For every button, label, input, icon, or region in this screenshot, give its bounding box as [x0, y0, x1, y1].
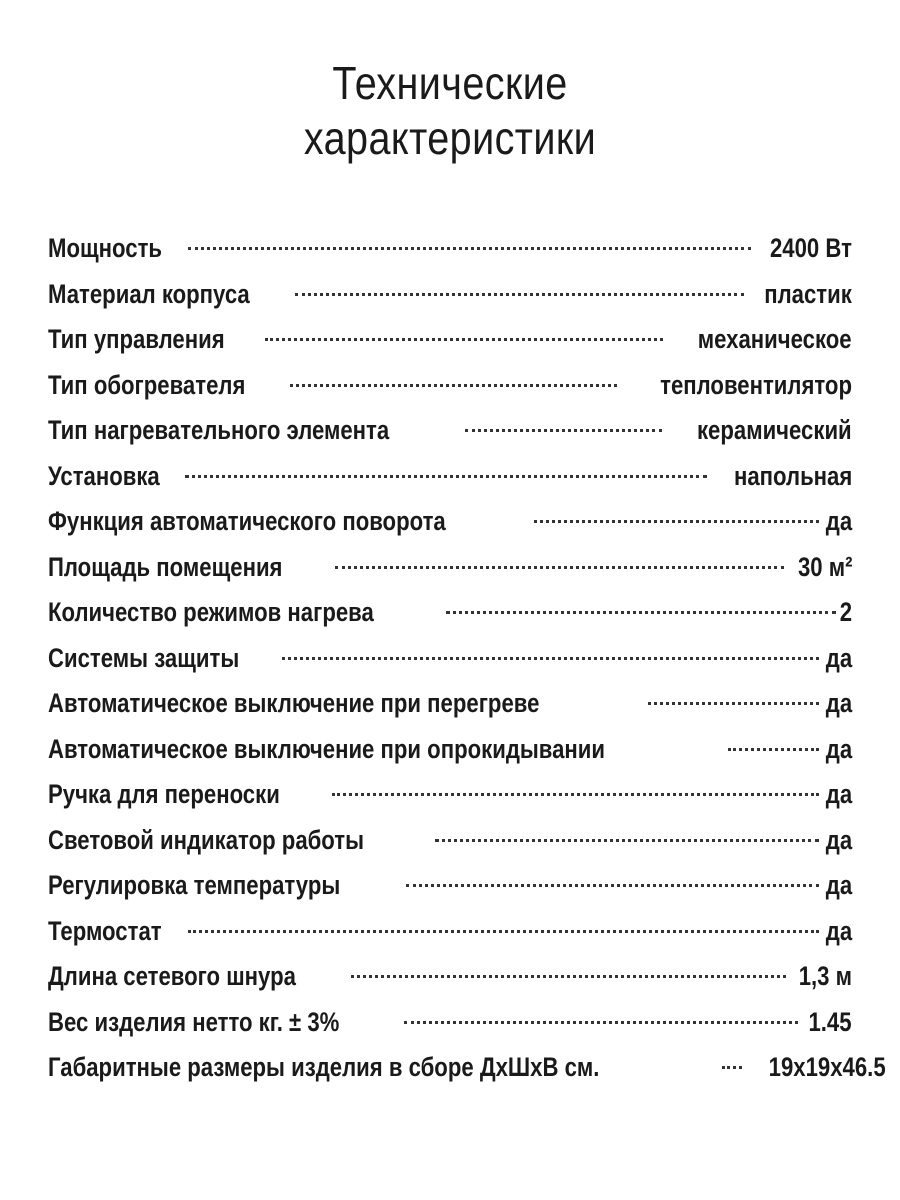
spec-row-dimensions — [48, 1045, 886, 1091]
spec-row-tipover-shutoff — [48, 727, 852, 773]
spec-value: 2 — [839, 597, 852, 627]
spec-row-auto-rotation — [48, 499, 852, 545]
spec-value: да — [825, 779, 852, 809]
spec-label: Световой индикатор работы — [48, 824, 365, 855]
spec-label: Тип управления — [48, 324, 225, 354]
page-title — [63, 56, 837, 166]
spec-row-heater-type — [48, 363, 852, 409]
spec-label: Установка — [48, 460, 160, 491]
spec-row-body-material — [48, 272, 852, 318]
spec-row-thermostat — [48, 909, 852, 955]
specifications-list — [48, 226, 886, 1091]
spec-value: 19x19x46.5 — [768, 1052, 886, 1082]
spec-row-room-area — [48, 545, 852, 591]
spec-value: тепловентилятор — [660, 369, 852, 400]
spec-value: напольная — [733, 460, 852, 491]
spec-label: Количество режимов нагрева — [48, 597, 374, 627]
spec-label: Тип обогревателя — [48, 369, 246, 400]
spec-row-heating-element — [48, 408, 852, 454]
spec-value: да — [825, 733, 852, 764]
dot-leader — [295, 293, 744, 296]
spec-value: керамический — [697, 415, 852, 445]
dot-leader — [188, 930, 819, 933]
spec-label: Регулировка температуры — [48, 870, 341, 900]
spec-value: да — [825, 688, 852, 718]
spec-label: Габаритные размеры изделия в сборе ДхШхВ см. — [48, 1052, 600, 1082]
spec-label: Автоматическое выключение при опрокидывании — [48, 733, 606, 764]
spec-row-carry-handle — [48, 772, 852, 818]
spec-row-cord-length — [48, 954, 852, 1000]
dot-leader — [648, 702, 818, 705]
dot-leader — [335, 566, 784, 569]
spec-value: да — [825, 506, 852, 536]
spec-row-heating-modes — [48, 590, 852, 636]
dot-leader — [290, 384, 617, 387]
spec-label: Длина сетевого шнура — [48, 961, 296, 991]
spec-label: Системы защиты — [48, 642, 240, 673]
spec-value: да — [825, 824, 852, 855]
spec-row-protection-systems — [48, 636, 852, 682]
spec-label: Материал корпуса — [48, 278, 250, 309]
dot-leader — [534, 520, 819, 523]
spec-label: Тип нагревательного элемента — [48, 415, 390, 445]
dot-leader — [435, 839, 819, 842]
spec-label: Ручка для переноски — [48, 779, 280, 809]
dot-leader — [722, 1066, 742, 1069]
spec-row-overheat-shutoff — [48, 681, 852, 727]
spec-value: да — [825, 870, 852, 900]
spec-label: Автоматическое выключение при перегреве — [48, 688, 540, 718]
spec-value: 1.45 — [808, 1006, 852, 1037]
spec-label: Функция автоматического поворота — [48, 506, 446, 536]
spec-value: 1,3 м — [798, 961, 852, 991]
dot-leader — [404, 1021, 798, 1024]
spec-value: 30 м² — [797, 551, 852, 582]
spec-value: механическое — [698, 324, 852, 354]
dot-leader — [465, 429, 662, 432]
dot-leader — [728, 748, 818, 751]
spec-row-net-weight — [48, 1000, 852, 1046]
dot-leader — [332, 793, 819, 796]
dot-leader — [446, 611, 835, 614]
dot-leader — [406, 884, 819, 887]
spec-value: пластик — [764, 278, 852, 309]
spec-value: да — [825, 915, 852, 946]
page-title-line-2: характеристики — [303, 112, 597, 164]
spec-label: Вес изделия нетто кг. ± 3% — [48, 1006, 340, 1037]
dot-leader — [351, 975, 785, 978]
dot-leader — [265, 338, 664, 341]
spec-value: 2400 Вт — [770, 233, 852, 263]
dot-leader — [185, 475, 706, 478]
dot-leader — [188, 247, 751, 250]
spec-row-power — [48, 226, 852, 272]
spec-row-control-type — [48, 317, 852, 363]
page-title-line-1: Технические — [332, 57, 568, 109]
spec-row-indicator-light — [48, 818, 852, 864]
spec-row-installation — [48, 454, 852, 500]
dot-leader — [282, 657, 818, 660]
spec-label: Термостат — [48, 915, 162, 946]
spec-label: Площадь помещения — [48, 551, 283, 582]
spec-value: да — [825, 642, 852, 673]
spec-label: Мощность — [48, 233, 163, 263]
spec-row-temperature-control — [48, 863, 852, 909]
